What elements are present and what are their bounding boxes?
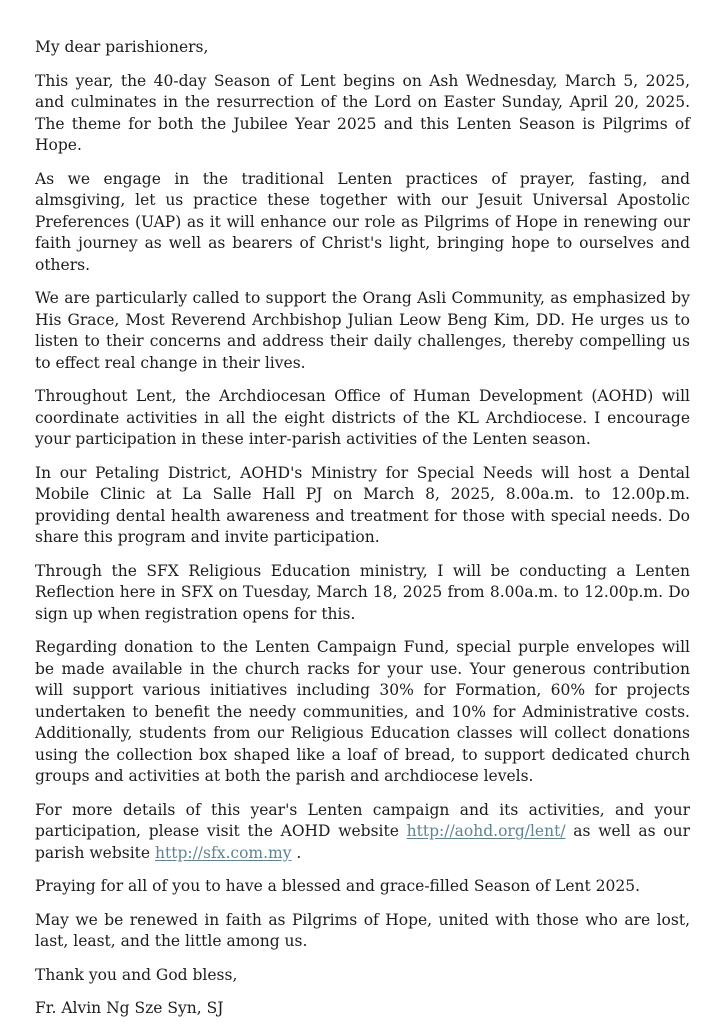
paragraph-renewed-in-faith: May we be renewed in faith as Pilgrims of Hope, united with those who are lost, last, least, and the little among us. bbox=[35, 910, 690, 950]
salutation: My dear parishioners, bbox=[35, 38, 209, 56]
parish-website-link[interactable]: http://sfx.com.my bbox=[155, 843, 292, 862]
websites-text-middle: as well as our parish website bbox=[35, 822, 690, 862]
paragraph-blessing: Praying for all of you to have a blessed and grace-filled Season of Lent 2025. bbox=[35, 877, 641, 895]
websites-text-after: . bbox=[291, 843, 302, 862]
aohd-website-link[interactable]: http://aohd.org/lent/ bbox=[406, 822, 566, 840]
paragraph-lenten-practices: As we engage in the traditional Lenten practices of prayer, fasting, and almsgiving, let us practice these together with our Jesuit Universal Apostolic Preferences (UAP) as it will enhance our role as Pilgrims of Hope in renewing our faith journey as well as bearers of Christ's light, bringing hope to ourselves and others. bbox=[35, 169, 690, 274]
paragraph-dental-clinic: In our Petaling District, AOHD's Ministry for Special Needs will host a Dental Mobile Clinic at La Salle Hall PJ on March 8, 2025, 8.00a.m. to 12.00p.m. providing dental health awareness and treatment for those with special needs. Do share this program and invite participation. bbox=[35, 463, 690, 546]
paragraph-websites bbox=[35, 800, 690, 865]
websites-text-before: For more details of this year's Lenten campaign and its activities, and your participation, please visit the AOHD website bbox=[35, 800, 690, 840]
paragraph-orang-asli: We are particularly called to support the Orang Asli Community, as emphasized by His Grace, Most Reverend Archbishop Julian Leow Beng Kim, DD. He urges us to listen to their concerns and address their daily challenges, thereby compelling us to effect real change in their lives. bbox=[35, 289, 690, 372]
paragraph-lent-dates: This year, the 40-day Season of Lent begins on Ash Wednesday, March 5, 2025, and culminates in the resurrection of the Lord on Easter Sunday, April 20, 2025. The theme for both the Jubilee Year 2025 and this Lenten Season is Pilgrims of Hope. bbox=[35, 71, 690, 154]
paragraph-aohd-activities: Throughout Lent, the Archdiocesan Office of Human Development (AOHD) will coordinate activities in all the eight districts of the KL Archdiocese. I encourage your participation in these inter-parish activities of the Lenten season. bbox=[35, 387, 690, 448]
paragraph-campaign-fund: Regarding donation to the Lenten Campaign Fund, special purple envelopes will be made available in the church racks for your use. Your generous contribution will support various initiatives including 30% for Formation, 60% for projects undertaken to benefit the needy communities, and 10% for Administrative costs. Additionally, students from our Religious Education classes will collect donations using the collection box shaped like a loaf of bread, to support dedicated church groups and activities at both the parish and archdiocese levels. bbox=[35, 638, 690, 785]
sign-off: Thank you and God bless, bbox=[35, 965, 238, 984]
signature: Fr. Alvin Ng Sze Syn, SJ bbox=[35, 999, 224, 1017]
paragraph-lenten-reflection: Through the SFX Religious Education ministry, I will be conducting a Lenten Reflection here in SFX on Tuesday, March 18, 2025 from 8.00a.m. to 12.00p.m. Do sign up when registration opens for this. bbox=[35, 561, 690, 623]
